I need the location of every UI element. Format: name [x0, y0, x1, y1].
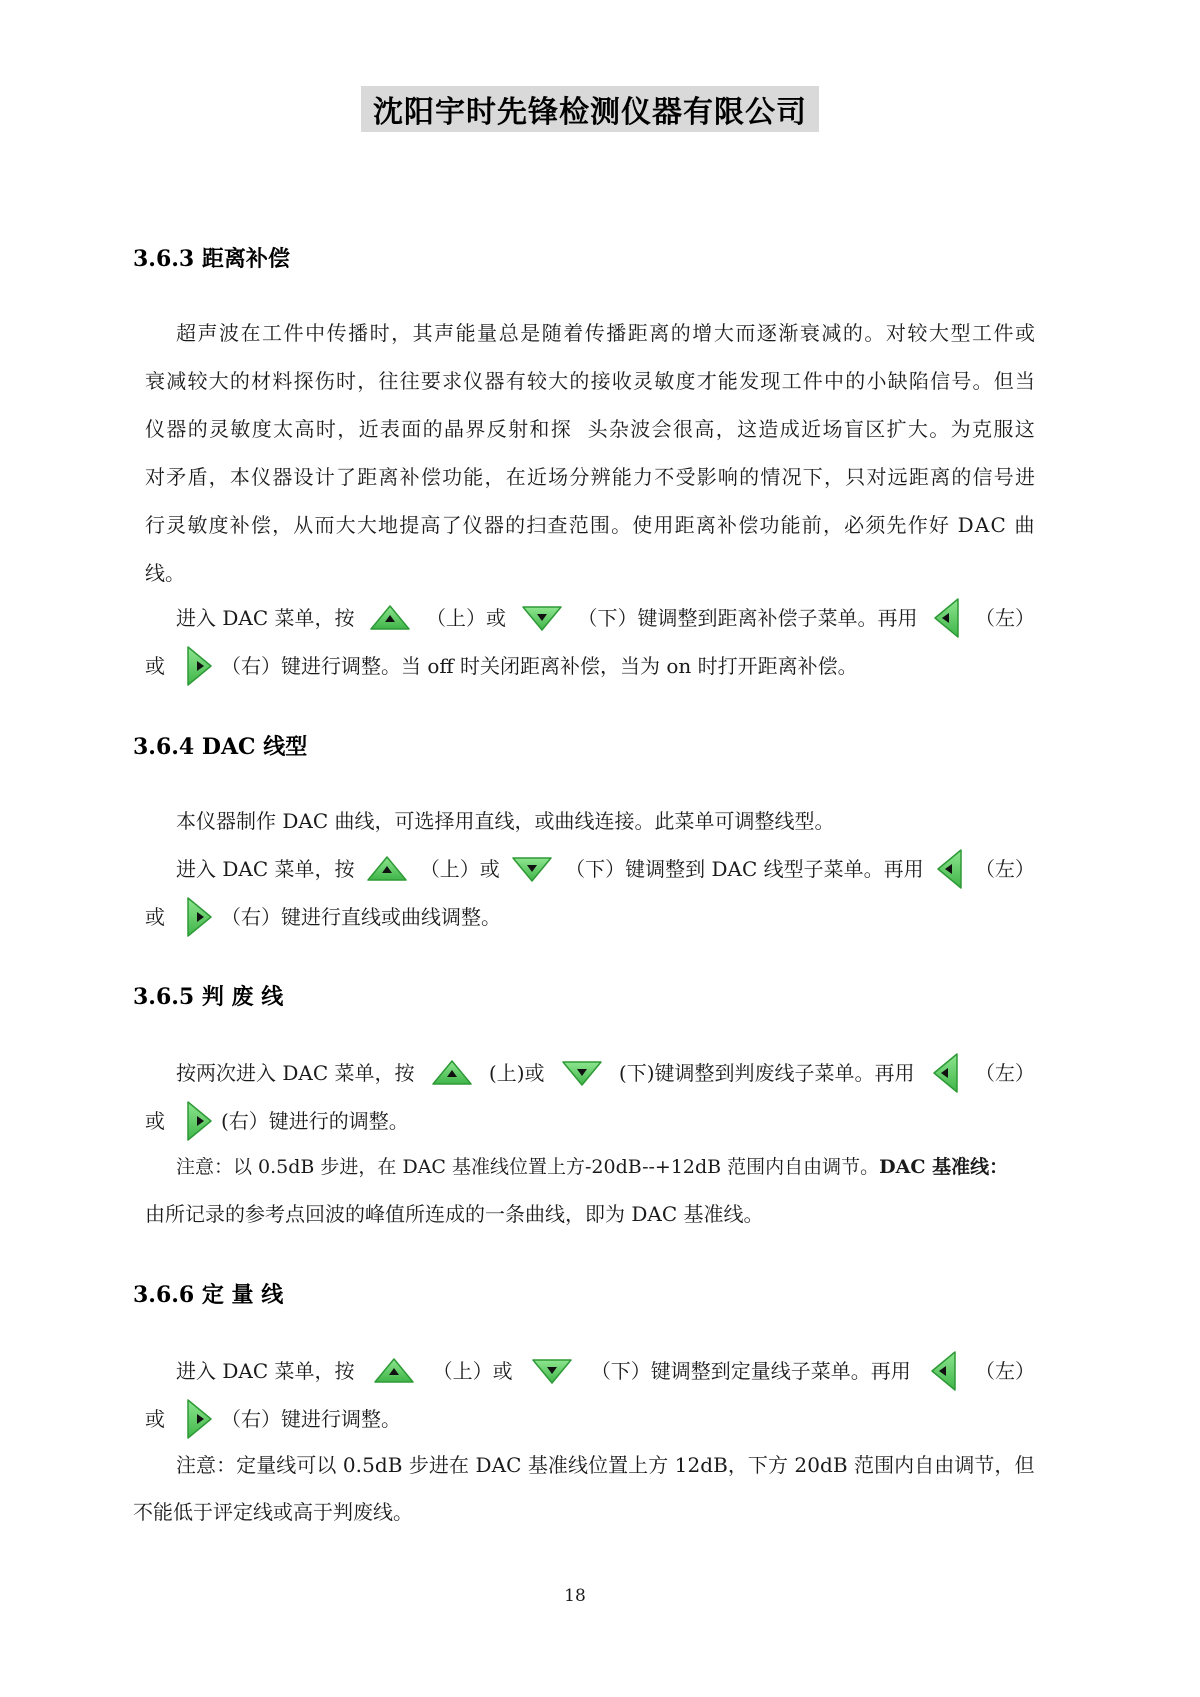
down-arrow-key-icon [520, 603, 564, 633]
section-heading-3-6-3: 3.6.3 距离补偿 [133, 246, 290, 272]
company-name-banner: 沈阳宇时先锋检测仪器有限公司 [361, 86, 819, 132]
paragraph-line: 仪器的灵敏度太高时，近表面的晶界反射和探 头杂波会很高，这造成近场盲区扩大。为克服这 [145, 417, 1037, 441]
instruction-line: 或 （右）键进行调整。当 off 时关闭距离补偿，当为 on 时打开距离补偿。 [145, 651, 1035, 681]
up-arrow-key-icon [365, 854, 409, 884]
section-heading-3-6-5: 3.6.5 判 废 线 [133, 984, 284, 1010]
left-arrow-key-icon [931, 596, 961, 640]
right-arrow-key-icon [185, 644, 215, 688]
up-arrow-key-icon [430, 1058, 474, 1088]
instruction-line: 或 （右）键进行直线或曲线调整。 [145, 902, 1035, 932]
instruction-line: 或 (右）键进行的调整。 [145, 1106, 1035, 1136]
paragraph-line: 超声波在工件中传播时，其声能量总是随着传播距离的增大而逐渐衰减的。对较大型工件或 [176, 321, 1037, 345]
note-line: 不能低于评定线或高于判废线。 [133, 1500, 413, 1524]
down-arrow-key-icon [560, 1058, 604, 1088]
up-arrow-key-icon [368, 603, 412, 633]
paragraph-line: 本仪器制作 DAC 曲线，可选择用直线，或曲线连接。此菜单可调整线型。 [176, 809, 835, 833]
paragraph-line: 线。 [145, 561, 185, 585]
down-arrow-key-icon [510, 854, 554, 884]
paragraph-line: 衰减较大的材料探伤时，往往要求仪器有较大的接收灵敏度才能发现工件中的小缺陷信号。但当 [145, 369, 1037, 393]
instruction-line: 进入 DAC 菜单，按 （上）或 （下）键调整到距离补偿子菜单。再用 （左） [176, 603, 1035, 633]
left-arrow-key-icon [928, 1349, 958, 1393]
section-heading-3-6-4: 3.6.4 DAC 线型 [133, 734, 308, 760]
section-heading-3-6-6: 3.6.6 定 量 线 [133, 1282, 284, 1308]
page-number: 18 [564, 1586, 586, 1606]
instruction-line: 进入 DAC 菜单，按 （上）或 （下）键调整到定量线子菜单。再用 （左） [176, 1356, 1035, 1386]
left-arrow-key-icon [930, 1051, 960, 1095]
right-arrow-key-icon [185, 895, 215, 939]
note-line: 注意：定量线可以 0.5dB 步进在 DAC 基准线位置上方 12dB，下方 20dB 范围内自由调节，但 [176, 1453, 1035, 1477]
down-arrow-key-icon [530, 1356, 574, 1386]
left-arrow-key-icon [934, 847, 964, 891]
paragraph-line: 对矛盾，本仪器设计了距离补偿功能，在近场分辨能力不受影响的情况下，只对远距离的信号进 [145, 465, 1037, 489]
right-arrow-key-icon [185, 1397, 215, 1441]
up-arrow-key-icon [372, 1356, 416, 1386]
instruction-line: 按两次进入 DAC 菜单，按 (上)或 (下)键调整到判废线子菜单。再用 （左） [176, 1058, 1035, 1088]
paragraph-line: 行灵敏度补偿，从而大大地提高了仪器的扫查范围。使用距离补偿功能前，必须先作好 DAC 曲 [145, 513, 1036, 537]
right-arrow-key-icon [185, 1099, 215, 1143]
note-line: 注意：以 0.5dB 步进，在 DAC 基准线位置上方-20dB--+12dB 范围内自由调节。 DAC 基准线： [176, 1156, 1009, 1178]
instruction-line: 进入 DAC 菜单，按 （上）或 （下）键调整到 DAC 线型子菜单。再用 （左） [176, 854, 1035, 884]
note-line: 由所记录的参考点回波的峰值所连成的一条曲线，即为 DAC 基准线。 [145, 1202, 764, 1226]
instruction-line: 或 （右）键进行调整。 [145, 1404, 1035, 1434]
